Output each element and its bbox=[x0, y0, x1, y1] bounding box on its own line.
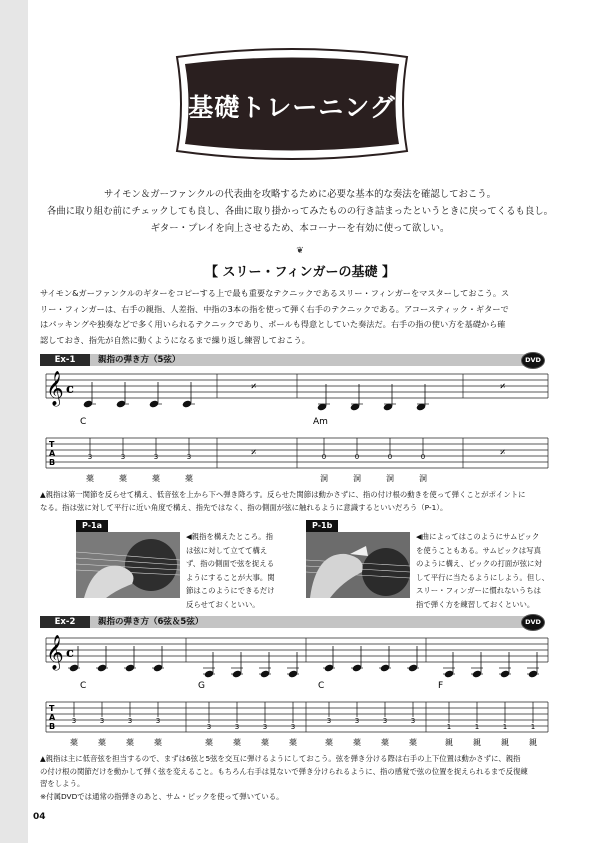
caption-line: 指で弾く方を練習しておくといい。 bbox=[416, 599, 535, 609]
chord-name: C bbox=[80, 417, 87, 427]
caption-line: のように構え、ピックの打面が弦に対 bbox=[416, 559, 542, 569]
finger-mark: 薬 bbox=[233, 738, 241, 747]
tab-clef-t: T bbox=[49, 440, 55, 449]
finger-mark: 親 bbox=[473, 738, 481, 747]
tab-number: 3 bbox=[382, 717, 388, 725]
chord-name: G bbox=[198, 681, 205, 691]
note-line: の付け根の関節だけを動かして弾く弦を変えること。もちろん右手は見ないで弾き分けられるように、指の感覚で弦の位置を捉えられるまで反復練 bbox=[40, 766, 528, 776]
repeat-sign-icon: 𝄎 bbox=[251, 446, 257, 459]
tab-clef-a: A bbox=[49, 713, 56, 722]
photo-caption bbox=[186, 530, 294, 612]
tab-number: 3 bbox=[326, 717, 332, 725]
section-body bbox=[40, 286, 560, 348]
finger-mark: 薬 bbox=[325, 738, 333, 747]
tab-number: 0 bbox=[387, 453, 393, 461]
tab-clef-a: A bbox=[49, 449, 56, 458]
time-signature: c bbox=[66, 382, 74, 397]
tab-number: 3 bbox=[410, 717, 416, 725]
note-line: ▲親指は第一関節を反らせて構え、低音弦を上から下へ弾き降ろす。反らせた関節は動かさずに、指の付け根の動きを使って弾くことがポイントに bbox=[40, 490, 526, 499]
dvd-icon: DVD bbox=[521, 614, 545, 631]
photo-label: P-1b bbox=[306, 520, 338, 532]
intro-text bbox=[30, 186, 570, 237]
chord-name: C bbox=[318, 681, 325, 691]
finger-mark: 薬 bbox=[70, 738, 78, 747]
time-signature: c bbox=[66, 646, 74, 661]
tab-number: 3 bbox=[155, 717, 161, 725]
caption-line: スリー・フィンガーに慣れないうちは bbox=[416, 586, 542, 596]
ex1-fingering bbox=[40, 472, 555, 484]
tab-number: 3 bbox=[120, 453, 126, 461]
body-line: サイモン&ガーファンクルのギターをコピーする上で最も重要なテクニックであるスリー・フィンガーをマスターしておこう。ス bbox=[40, 288, 510, 298]
ex2-fingering bbox=[40, 736, 555, 748]
side-tab bbox=[0, 0, 28, 843]
tab-number: 3 bbox=[71, 717, 77, 725]
tab-number: 3 bbox=[262, 723, 268, 731]
tab-number: 3 bbox=[153, 453, 159, 461]
tab-number: 3 bbox=[99, 717, 105, 725]
tab-number: 3 bbox=[87, 453, 93, 461]
ex2-note bbox=[40, 753, 560, 803]
tab-number: 3 bbox=[234, 723, 240, 731]
finger-mark: 薬 bbox=[205, 738, 213, 747]
photo-caption bbox=[416, 530, 566, 612]
page-number: 04 bbox=[33, 812, 46, 822]
finger-mark: 洞 bbox=[353, 474, 361, 483]
body-line: リー・フィンガーは、右手の親指、人差指、中指の3本の指を使って弾く右手のテクニックである。アコースティック・ギターで bbox=[40, 303, 509, 314]
note-line: ※付属DVDでは通常の指弾きのあと、サム・ピックを使って弾いている。 bbox=[40, 791, 284, 801]
repeat-sign-icon: 𝄎 bbox=[251, 380, 257, 393]
tab-number: 0 bbox=[420, 453, 426, 461]
finger-mark: 薬 bbox=[154, 738, 162, 747]
intro-line: 各曲に取り組む前にチェックしても良し、各曲に取り掛かってみたものの行き詰まったというときに戻ってくるも良し。 bbox=[47, 206, 553, 217]
section-title: 【 スリー・フィンガーの基礎 】 bbox=[204, 265, 395, 280]
finger-mark: 親 bbox=[501, 738, 509, 747]
repeat-sign-icon: 𝄎 bbox=[500, 380, 506, 393]
chord-name: Am bbox=[313, 417, 328, 427]
caption-line: して平行に当たるようにしよう。但し、 bbox=[416, 572, 550, 582]
finger-mark: 薬 bbox=[261, 738, 269, 747]
tab-number: 1 bbox=[474, 723, 480, 731]
finger-mark: 薬 bbox=[381, 738, 389, 747]
ornament-icon: ❦ bbox=[296, 246, 304, 256]
tab-number: 3 bbox=[290, 723, 296, 731]
tab-number: 3 bbox=[206, 723, 212, 731]
ex1-note bbox=[40, 489, 560, 514]
finger-mark: 親 bbox=[529, 738, 537, 747]
ex2-notation bbox=[40, 634, 555, 746]
note-line: ▲親指は主に低音弦を担当するので、まずは6弦と5弦を交互に弾けるようにしておこう。弦を弾き分ける際は右手の上下位置は動かさずに、親指 bbox=[40, 754, 521, 763]
finger-mark: 薬 bbox=[409, 738, 417, 747]
caption-line: 節はこのようにできるだけ bbox=[186, 586, 275, 596]
intro-line: サイモン＆ガーファンクルの代表曲を攻略するために必要な基本的な奏法を確認しておこう。 bbox=[104, 189, 496, 200]
tab-clef-b: B bbox=[49, 722, 56, 731]
tab-number: 1 bbox=[530, 723, 536, 731]
tab-number: 3 bbox=[354, 717, 360, 725]
ex1-notation bbox=[40, 370, 555, 482]
finger-mark: 薬 bbox=[289, 738, 297, 747]
finger-mark: 薬 bbox=[86, 474, 94, 483]
caption-line: は弦に対して立てて構え bbox=[186, 545, 268, 555]
tab-number: 3 bbox=[127, 717, 133, 725]
finger-mark: 薬 bbox=[126, 738, 134, 747]
tab-number: 0 bbox=[354, 453, 360, 461]
repeat-sign-icon: 𝄎 bbox=[500, 446, 506, 459]
tab-clef-b: B bbox=[49, 458, 56, 467]
finger-mark: 薬 bbox=[353, 738, 361, 747]
photo-p1a bbox=[76, 532, 180, 598]
caption-line: ◀曲によってはこのようにサムピック bbox=[416, 532, 540, 541]
photo-label: P-1a bbox=[76, 520, 108, 532]
finger-mark: 洞 bbox=[320, 474, 328, 483]
tab-number: 1 bbox=[502, 723, 508, 731]
finger-mark: 薬 bbox=[119, 474, 127, 483]
tab-clef-t: T bbox=[49, 704, 55, 713]
body-line: はパッキングや独奏などで多く用いられるテクニックであり、ポールも得意としていた奏法だ。右手の指の使い方を基礎から確 bbox=[40, 319, 506, 330]
finger-mark: 洞 bbox=[386, 474, 394, 483]
note-line: 習をしよう。 bbox=[40, 779, 85, 788]
chord-name: C bbox=[80, 681, 87, 691]
caption-line: を使うこともある。サムピックは写真 bbox=[416, 545, 541, 555]
caption-line: ようにすることが大事。関 bbox=[186, 572, 275, 582]
finger-mark: 親 bbox=[445, 738, 453, 747]
dvd-icon: DVD bbox=[521, 352, 545, 369]
ex2-label: Ex-2 bbox=[40, 616, 90, 628]
treble-clef-icon: 𝄞 bbox=[46, 635, 64, 670]
intro-line: ギター・プレイを向上させるため、本コーナーを有効に使って欲しい。 bbox=[150, 223, 450, 234]
finger-mark: 洞 bbox=[419, 474, 427, 483]
finger-mark: 薬 bbox=[98, 738, 106, 747]
ex1-title: 親指の弾き方（5弦） bbox=[98, 355, 181, 365]
photo-p1b bbox=[306, 532, 410, 598]
treble-clef-icon: 𝄞 bbox=[46, 371, 64, 406]
chord-name: F bbox=[438, 681, 444, 691]
body-line: 認しておき、指先が自然に動くようになるまで繰り返し練習しておこう。 bbox=[40, 334, 310, 345]
finger-mark: 薬 bbox=[152, 474, 160, 483]
page-title: 基礎トレーニング bbox=[188, 93, 396, 122]
caption-line: ず、指の側面で弦を捉える bbox=[186, 559, 275, 569]
ex1-label: Ex-1 bbox=[40, 354, 90, 366]
finger-mark: 薬 bbox=[185, 474, 193, 483]
tab-number: 3 bbox=[186, 453, 192, 461]
caption-line: 反らせておくといい。 bbox=[186, 599, 260, 609]
ex2-title: 親指の弾き方（6弦＆5弦） bbox=[98, 617, 204, 627]
note-line: なる。指は弦に対して平行に近い角度で構え、指先ではなく、指の側面が弦に触れるように意識するといいだろう（P-1）。 bbox=[40, 502, 448, 512]
tab-number: 0 bbox=[321, 453, 327, 461]
tab-number: 1 bbox=[446, 723, 452, 731]
caption-line: ◀親指を構えたところ。指 bbox=[186, 532, 273, 541]
